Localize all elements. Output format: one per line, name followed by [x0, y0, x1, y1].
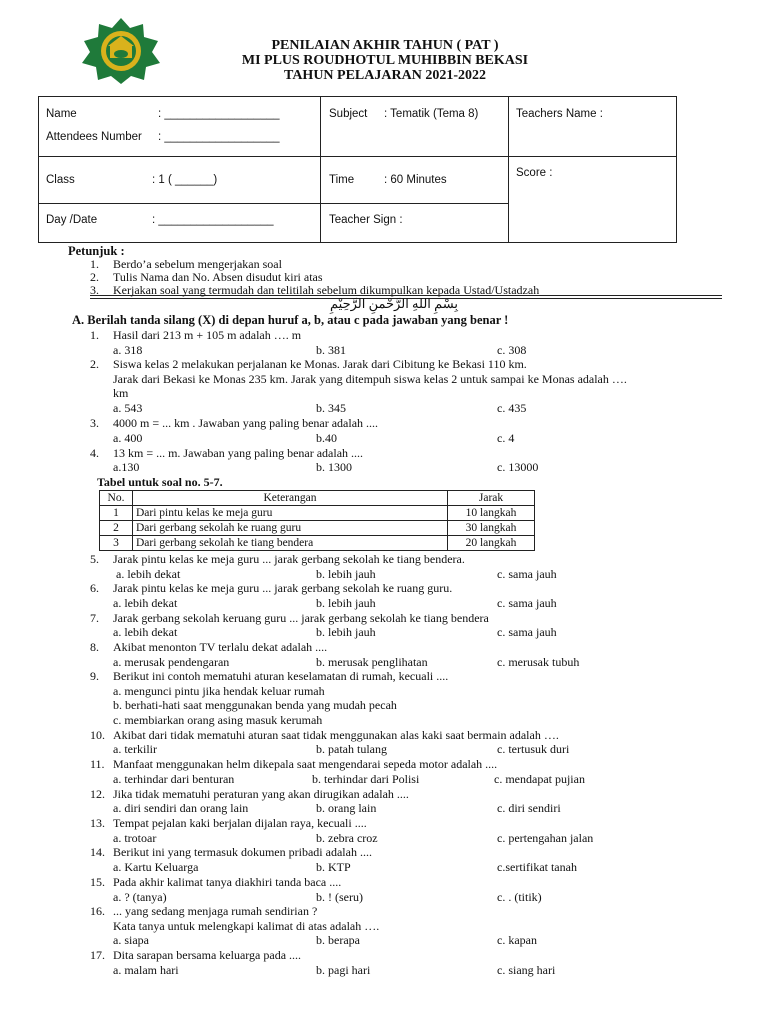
- time-value: : 60 Minutes: [384, 174, 447, 186]
- q2-option-c[interactable]: c. 435: [497, 401, 527, 415]
- subject-value: : Tematik (Tema 8): [384, 108, 479, 120]
- q12-question: Jika tidak mematuhi peraturan yang akan dirugikan adalah ....: [113, 787, 409, 801]
- q12-option-a[interactable]: a. diri sendiri dan orang lain: [113, 801, 249, 815]
- q9-option-b[interactable]: b. berhati-hati saat menggunakan benda yang mudah pecah: [113, 698, 397, 712]
- name-label: Name: [46, 108, 77, 120]
- subject-label: Subject: [329, 108, 368, 120]
- table-row: [100, 521, 535, 536]
- table-cell-no: 1: [100, 506, 133, 521]
- q8-option-a[interactable]: a. merusak pendengaran: [113, 655, 230, 669]
- q13-option-a[interactable]: a. trotoar: [113, 831, 157, 845]
- q11-number: 11.: [90, 757, 105, 771]
- score-label: Score :: [516, 167, 553, 179]
- q11-option-c[interactable]: c. mendapat pujian: [494, 772, 585, 786]
- q3-option-a[interactable]: a. 400: [113, 431, 143, 445]
- q13-option-c[interactable]: c. pertengahan jalan: [497, 831, 594, 845]
- q1-option-b[interactable]: b. 381: [316, 343, 346, 357]
- q16-question-line1: ... yang sedang menjaga rumah sendirian ?: [113, 904, 318, 918]
- q2-option-b[interactable]: b. 345: [316, 401, 346, 415]
- q14-option-b[interactable]: b. KTP: [316, 860, 351, 874]
- q4-question: 13 km = ... m. Jawaban yang paling benar adalah ....: [113, 446, 364, 460]
- q6-question: Jarak pintu kelas ke meja guru ... jarak gerbang sekolah ke ruang guru.: [113, 581, 453, 595]
- q7-number: 7.: [90, 611, 99, 625]
- day-date-field[interactable]: : __________________: [152, 214, 274, 226]
- q14-option-c[interactable]: c.sertifikat tanah: [497, 860, 577, 874]
- q4-number: 4.: [90, 446, 99, 460]
- table-cell-keterangan: Dari gerbang sekolah ke tiang bendera: [133, 536, 448, 551]
- q2-question-line3: km: [113, 386, 129, 400]
- day-date-label: Day /Date: [46, 214, 98, 226]
- q16-number: 16.: [90, 904, 105, 918]
- q2-question-line1: Siswa kelas 2 melakukan perjalanan ke Monas. Jarak dari Cibitung ke Bekasi 110 km.: [113, 357, 527, 371]
- q7-option-b[interactable]: b. lebih jauh: [316, 625, 376, 639]
- q11-option-b[interactable]: b. terhindar dari Polisi: [312, 772, 420, 786]
- q16-option-b[interactable]: b. berapa: [316, 933, 360, 947]
- q8-question: Akibat menonton TV terlalu dekat adalah ....: [113, 640, 328, 654]
- q3-option-c[interactable]: c. 4: [497, 431, 515, 445]
- q7-question: Jarak gerbang sekolah keruang guru ... jarak gerbang sekolah ke tiang bendera: [113, 611, 489, 625]
- petunjuk-item-1: Berdo’a sebelum mengerjakan soal: [113, 257, 282, 271]
- q3-question: 4000 m = ... km . Jawaban yang paling benar adalah ....: [113, 416, 379, 430]
- q17-question: Dita sarapan bersama keluarga pada ....: [113, 948, 302, 962]
- q15-number: 15.: [90, 875, 105, 889]
- q8-option-c[interactable]: c. merusak tubuh: [497, 655, 580, 669]
- q16-question-line2: Kata tanya untuk melengkapi kalimat di atas adalah ….: [113, 919, 380, 933]
- q10-option-c[interactable]: c. tertusuk duri: [497, 742, 570, 756]
- teachers-name-label: Teachers Name :: [516, 108, 603, 120]
- q10-option-b[interactable]: b. patah tulang: [316, 742, 387, 756]
- q15-option-c[interactable]: c. . (titik): [497, 890, 542, 904]
- q7-option-c[interactable]: c. sama jauh: [497, 625, 557, 639]
- q3-option-b[interactable]: b.40: [316, 431, 337, 445]
- q12-option-c[interactable]: c. diri sendiri: [497, 801, 561, 815]
- q8-option-b[interactable]: b. merusak penglihatan: [316, 655, 428, 669]
- q14-number: 14.: [90, 845, 105, 859]
- q9-number: 9.: [90, 669, 99, 683]
- table-cell-keterangan: Dari gerbang sekolah ke ruang guru: [133, 521, 448, 536]
- table-header-jarak: Jarak: [448, 491, 535, 506]
- student-info-box: [38, 96, 677, 243]
- petunjuk-num-2: 2.: [90, 270, 99, 284]
- q11-question: Manfaat menggunakan helm dikepala saat mengendarai sepeda motor adalah ....: [113, 757, 498, 771]
- table-cell-jarak: 10 langkah: [448, 506, 535, 521]
- school-name: MI PLUS ROUDHOTUL MUHIBBIN BEKASI: [241, 53, 529, 68]
- attendees-field[interactable]: : __________________: [158, 131, 280, 143]
- petunjuk-title: Petunjuk :: [68, 244, 125, 258]
- table-title: Tabel untuk soal no. 5-7.: [97, 475, 223, 489]
- q4-option-c[interactable]: c. 13000: [497, 460, 539, 474]
- q5-option-a[interactable]: a. lebih dekat: [116, 567, 181, 581]
- distance-table: [99, 490, 535, 551]
- teacher-sign-label: Teacher Sign :: [329, 214, 403, 226]
- bismillah: بِسْمِ اللهِ الرَّحْمنِ الرَّحِيْمِ: [330, 296, 459, 311]
- q4-option-a[interactable]: a.130: [113, 460, 140, 474]
- q11-option-a[interactable]: a. terhindar dari benturan: [113, 772, 235, 786]
- q10-number: 10.: [90, 728, 105, 742]
- attendees-label: Attendees Number: [46, 131, 142, 143]
- q8-number: 8.: [90, 640, 99, 654]
- q6-number: 6.: [90, 581, 99, 595]
- class-field[interactable]: : 1 ( ______): [152, 174, 218, 186]
- q16-option-a[interactable]: a. siapa: [113, 933, 149, 947]
- academic-year: TAHUN PELAJARAN 2021-2022: [284, 68, 486, 83]
- q13-option-b[interactable]: b. zebra croz: [316, 831, 378, 845]
- q17-number: 17.: [90, 948, 105, 962]
- q5-option-b[interactable]: b. lebih jauh: [316, 567, 376, 581]
- table-header-keterangan: Keterangan: [133, 491, 448, 506]
- q17-option-b[interactable]: b. pagi hari: [316, 963, 371, 977]
- petunjuk-num-3: 3.: [90, 283, 99, 297]
- table-cell-keterangan: Dari pintu kelas ke meja guru: [133, 506, 448, 521]
- q6-option-b[interactable]: b. lebih jauh: [316, 596, 376, 610]
- q4-option-b[interactable]: b. 1300: [316, 460, 352, 474]
- q14-question: Berikut ini yang termasuk dokumen pribadi adalah ....: [113, 845, 372, 859]
- section-a-instruction: A. Berilah tanda silang (X) di depan huruf a, b, atau c pada jawaban yang benar !: [72, 313, 509, 327]
- q2-option-a[interactable]: a. 543: [113, 401, 143, 415]
- q10-question: Akibat dari tidak mematuhi aturan saat tidak menggunakan alas kaki saat bermain adalah ….: [113, 728, 559, 742]
- q9-option-a[interactable]: a. mengunci pintu jika hendak keluar rumah: [113, 684, 325, 698]
- q7-option-a[interactable]: a. lebih dekat: [113, 625, 178, 639]
- q15-question: Pada akhir kalimat tanya diakhiri tanda baca ....: [113, 875, 342, 889]
- q12-option-b[interactable]: b. orang lain: [316, 801, 377, 815]
- q9-question: Berikut ini contoh mematuhi aturan keselamatan di rumah, kecuali ....: [113, 669, 449, 683]
- q6-option-c[interactable]: c. sama jauh: [497, 596, 557, 610]
- q15-option-a[interactable]: a. ? (tanya): [113, 890, 167, 904]
- petunjuk-item-2: Tulis Nama dan No. Absen disudut kiri atas: [113, 270, 323, 284]
- petunjuk-num-1: 1.: [90, 257, 99, 271]
- table-row: [100, 506, 535, 521]
- q14-option-a[interactable]: a. Kartu Keluarga: [113, 860, 199, 874]
- q6-option-a[interactable]: a. lebih dekat: [113, 596, 178, 610]
- table-cell-no: 3: [100, 536, 133, 551]
- q13-number: 13.: [90, 816, 105, 830]
- q1-number: 1.: [90, 328, 99, 342]
- q10-option-a[interactable]: a. terkilir: [113, 742, 157, 756]
- name-field[interactable]: : __________________: [158, 108, 280, 120]
- q17-option-c[interactable]: c. siang hari: [497, 963, 556, 977]
- time-label: Time: [329, 174, 355, 186]
- q5-option-c[interactable]: c. sama jauh: [497, 567, 557, 581]
- q12-number: 12.: [90, 787, 105, 801]
- q1-question: Hasil dari 213 m + 105 m adalah …. m: [113, 328, 302, 342]
- exam-title: PENILAIAN AKHIR TAHUN ( PAT ): [271, 38, 499, 53]
- q2-number: 2.: [90, 357, 99, 371]
- table-cell-jarak: 20 langkah: [448, 536, 535, 551]
- q13-question: Tempat pejalan kaki berjalan dijalan raya, kecuali ....: [113, 816, 367, 830]
- q1-option-c[interactable]: c. 308: [497, 343, 527, 357]
- petunjuk-item-3: Kerjakan soal yang termudah dan telitilah sebelum dikumpulkan kepada Ustad/Ustadzah: [113, 283, 540, 297]
- q1-option-a[interactable]: a. 318: [113, 343, 143, 357]
- table-header-no: No.: [100, 491, 133, 506]
- class-label: Class: [46, 174, 75, 186]
- q5-number: 5.: [90, 552, 99, 566]
- table-header-row: [100, 491, 535, 506]
- q15-option-b[interactable]: b. ! (seru): [316, 890, 363, 904]
- table-cell-no: 2: [100, 521, 133, 536]
- table-cell-jarak: 30 langkah: [448, 521, 535, 536]
- q5-question: Jarak pintu kelas ke meja guru ... jarak gerbang sekolah ke tiang bendera.: [113, 552, 465, 566]
- q16-option-c[interactable]: c. kapan: [497, 933, 537, 947]
- q2-question-line2: Jarak dari Bekasi ke Monas 235 km. Jarak yang ditempuh siswa kelas 2 untuk sampai ke Monas adalah ….: [113, 372, 627, 386]
- q3-number: 3.: [90, 416, 99, 430]
- q9-option-c[interactable]: c. membiarkan orang asing masuk kerumah: [113, 713, 323, 727]
- q17-option-a[interactable]: a. malam hari: [113, 963, 179, 977]
- table-row: [100, 536, 535, 551]
